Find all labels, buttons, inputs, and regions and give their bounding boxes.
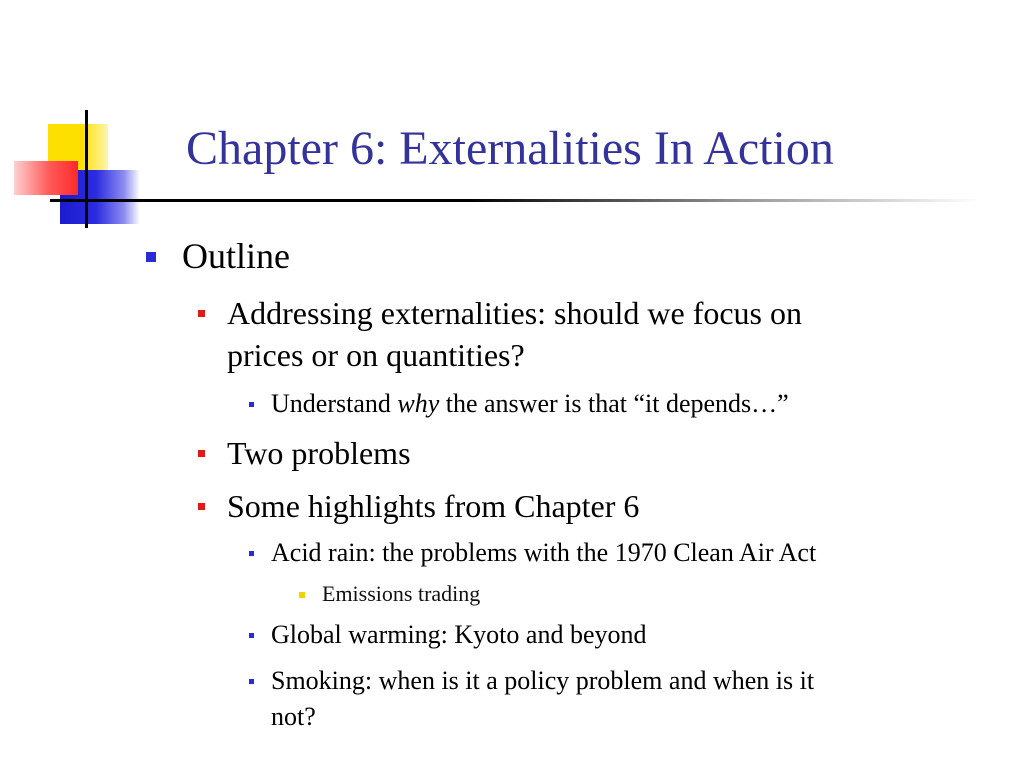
bullet-text: Some highlights from Chapter 6: [227, 488, 640, 524]
text-segment: Understand: [271, 389, 398, 418]
bullet-marker-level1: [146, 252, 156, 262]
emphasis-text: why: [397, 389, 440, 418]
title-divider: [50, 199, 980, 202]
slide-title: Chapter 6: Externalities In Action: [186, 122, 834, 175]
bullet-marker-level3: [249, 402, 254, 407]
bullet-text-line2: prices or on quantities?: [227, 337, 525, 373]
bullet-marker-level2: [198, 310, 205, 317]
bullet-marker-level3: [249, 551, 254, 556]
bullet-text-line1: Addressing externalities: should we focus on: [227, 295, 802, 331]
bullet-text-line2: not?: [271, 702, 316, 731]
bullet-marker-level2: [198, 450, 205, 457]
bullet-text: [271, 387, 789, 421]
bullet-text: Acid rain: the problems with the 1970 Clean Air Act: [271, 538, 817, 567]
bullet-text: Two problems: [227, 435, 411, 471]
bullet-text: Emissions trading: [322, 581, 481, 606]
bullet-text-line1: Smoking: when is it a policy problem and when is it: [271, 666, 815, 695]
bullet-text: Global warming: Kyoto and beyond: [271, 620, 647, 649]
bullet-marker-level3: [249, 679, 254, 684]
bullet-marker-level3: [249, 633, 254, 638]
bullet-text: Outline: [182, 236, 290, 276]
bullet-marker-level2: [198, 503, 205, 510]
text-segment: the answer is that “it depends…”: [439, 389, 789, 418]
bullet-marker-level4: [299, 592, 305, 598]
decorative-red-square: [14, 161, 78, 195]
decorative-vertical-line: [85, 110, 88, 228]
